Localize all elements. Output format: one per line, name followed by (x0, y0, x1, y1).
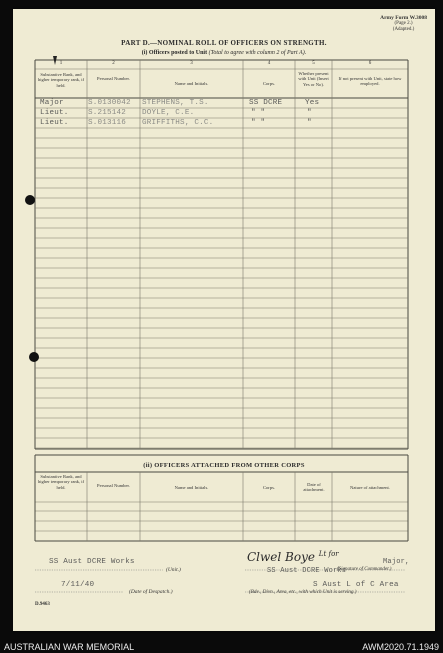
credit-left: AUSTRALIAN WAR MEMORIAL (4, 642, 135, 652)
area-value: S Aust L of C Area (313, 581, 399, 589)
commander-signature (247, 550, 339, 564)
row-3-rank: Lieut. (40, 119, 69, 127)
attached-header-personal-number: Personal Number. (97, 483, 130, 488)
column-header-personal-number: Personal Number. (97, 76, 130, 81)
officers-posted-label: (i) Officers posted to Unit (141, 50, 208, 56)
column-number: 1 (59, 61, 63, 66)
row-3-name: GRIFFITHS, C.C. (142, 119, 214, 127)
part-ii-heading: (ii) OFFICERS ATTACHED FROM OTHER CORPS (143, 462, 305, 469)
unit-label: (Unit.) (166, 567, 181, 573)
officers-posted-note: (Total to agree with column 2 of Part A). (208, 50, 307, 56)
signature-unit: SS Aust DCRE Works (267, 567, 347, 575)
form-page (13, 9, 435, 631)
form-adapted-note: (Adapted.) (392, 27, 415, 32)
row-1-number: S.0130042 (88, 99, 131, 107)
row-2-number: S.215142 (88, 109, 127, 117)
attached-header-date: Date of attachment. (303, 482, 325, 493)
column-number: 6 (368, 61, 372, 66)
attached-header-name: Name and Initials. (174, 485, 209, 490)
column-number: 5 (312, 61, 315, 66)
column-header-present: Whether present with Unit (Insert Yes or No). (298, 71, 329, 87)
attached-header-rank: Substantive Rank, and higher temporary rank, if held. (37, 474, 85, 490)
column-number: 4 (267, 61, 271, 66)
form-name: Army Form W.3008 (380, 15, 427, 21)
signature-suffix: Lt for (318, 550, 339, 558)
signature-rank: Major, (383, 558, 410, 566)
area-label: (Bde., Divn., Area, etc., with which Unit is serving.) (249, 589, 357, 595)
row-2-rank: Lieut. (40, 109, 69, 117)
column-header-employment: If not present with Unit, state how employed. (338, 76, 402, 87)
table-rules (13, 9, 435, 631)
row-1-rank: Major (40, 99, 64, 107)
punch-hole (25, 195, 35, 205)
row-1-corps: SS DCRE (249, 99, 283, 107)
signature-label: (Signature of Commander.) (337, 567, 392, 572)
despatch-date-label: (Date of Despatch.) (129, 589, 173, 595)
row-2-present: " (307, 109, 312, 117)
unit-value: SS Aust DCRE Works (49, 558, 135, 566)
row-1-present: Yes (305, 99, 320, 107)
form-page-number: (Page 2.) (394, 21, 413, 26)
row-3-number: S.013116 (88, 119, 127, 127)
row-2-name: DOYLE, C.E. (142, 109, 195, 117)
row-1-name: STEPHENS, T.S. (142, 99, 209, 107)
form-code: D.9463 (35, 602, 50, 607)
row-3-present: " (307, 119, 312, 127)
column-number: 2 (112, 61, 115, 66)
despatch-date-value: 7/11/40 (61, 581, 95, 589)
column-header-rank: Substantive Rank, and higher temporary rank, if held. (37, 72, 85, 88)
column-number: 3 (190, 61, 193, 66)
signature-text: Clwel Boye (247, 550, 315, 564)
column-header-corps: Corps. (262, 81, 276, 86)
row-2-corps: " " (251, 109, 266, 117)
column-header-name: Name and Initials. (174, 81, 209, 86)
part-d-heading: PART D.—NOMINAL ROLL OF OFFICERS ON STRENGTH. (121, 39, 327, 47)
attached-header-corps: Corps. (262, 485, 276, 490)
attached-header-nature: Nature of attachment. (350, 485, 390, 490)
row-3-corps: " " (251, 119, 266, 127)
punch-hole (29, 352, 39, 362)
credit-right: AWM2020.71.1949 (362, 642, 439, 652)
